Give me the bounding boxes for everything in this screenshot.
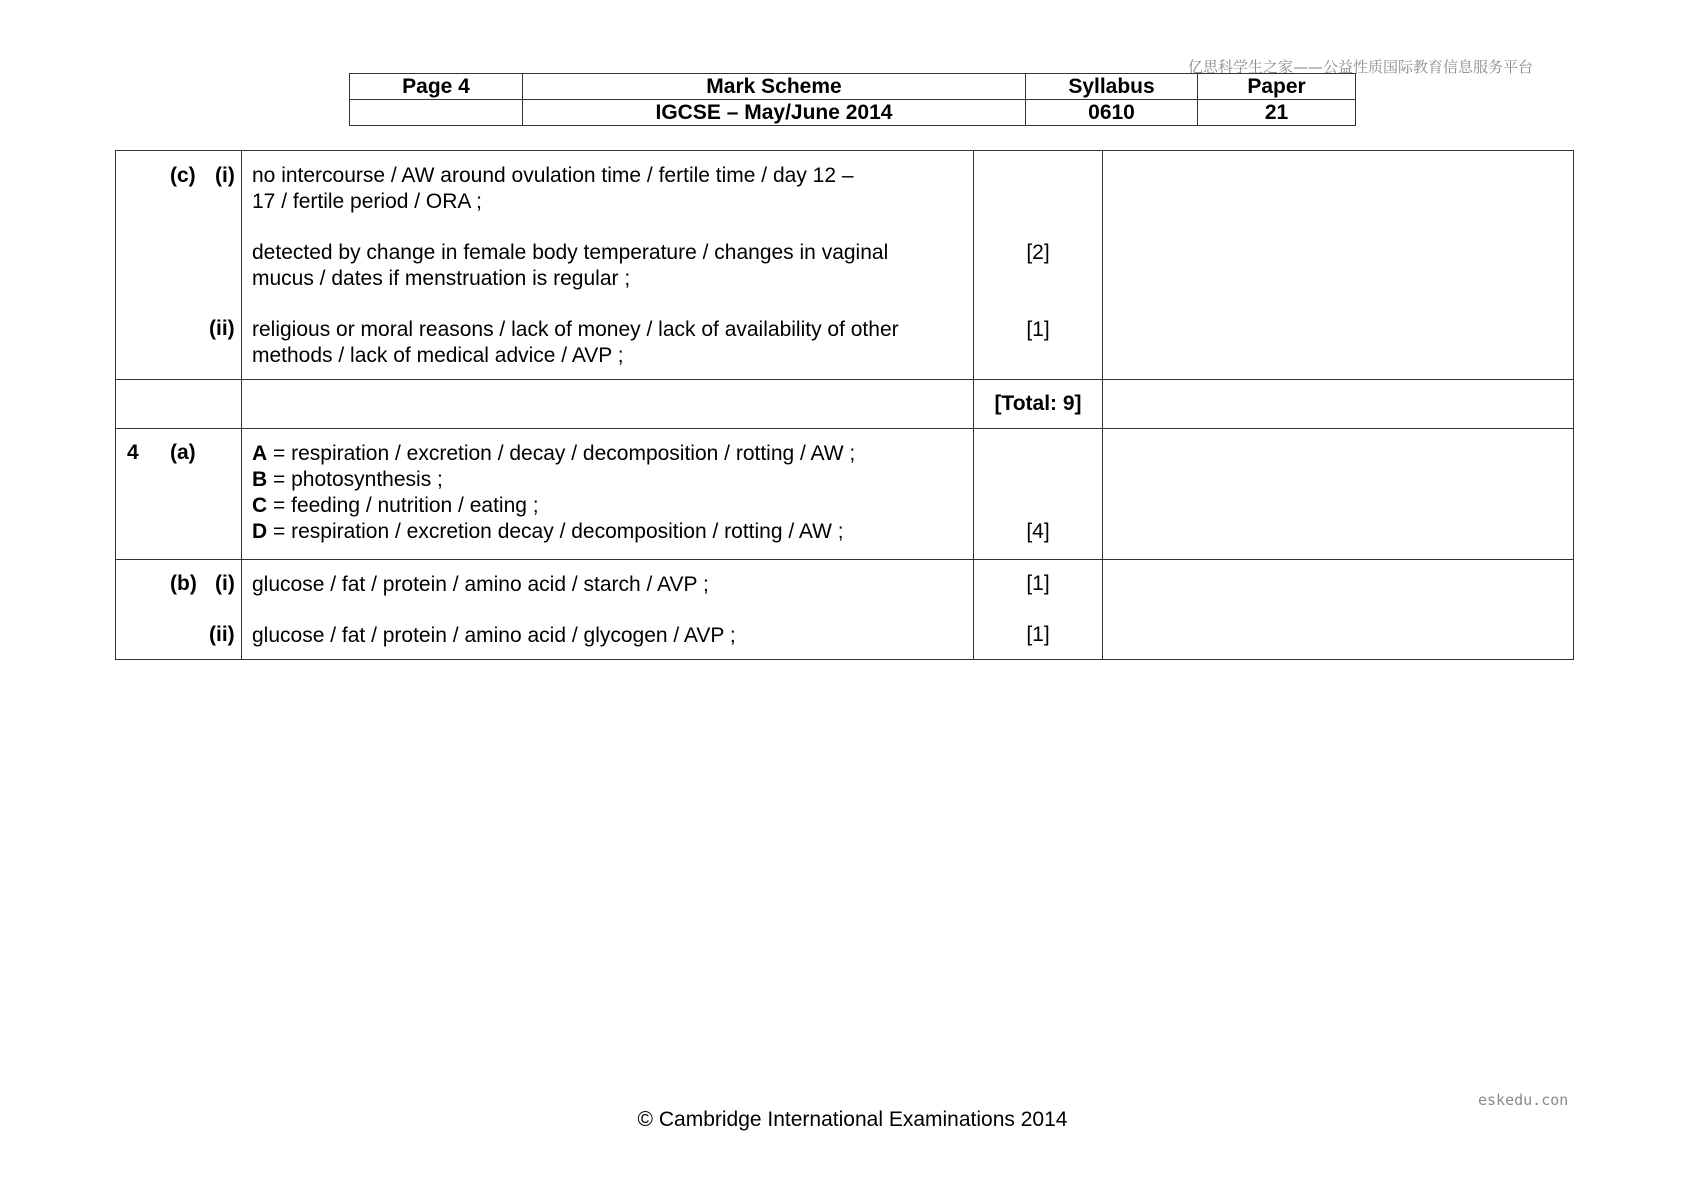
header-mark-scheme: Mark Scheme [523,74,1026,100]
answer-cell [242,151,974,380]
guidance-cell [1103,151,1574,380]
part-label: (a) [170,441,196,464]
answer-text: 17 / fertile period / ORA ; [252,190,482,213]
table-row [116,380,1574,429]
answer-text: mucus / dates if menstruation is regular ; [252,267,631,290]
header-table [349,73,1356,126]
subpart-label: (ii) [209,317,235,340]
header-page: Page 4 [350,74,523,100]
answer-text: detected by change in female body temperature / changes in vaginal [252,241,889,264]
subpart-label: (i) [215,164,235,187]
table-row [116,151,1574,380]
header-syllabus: Syllabus [1026,74,1198,100]
answer-cell [242,380,974,429]
answer-cell [242,429,974,560]
mark-value: [2] [1026,241,1050,264]
mark-value: [4] [1026,520,1050,543]
answer-key: B [252,468,268,491]
answer-text: glucose / fat / protein / amino acid / glycogen / AVP ; [252,624,736,647]
question-cell [116,380,242,429]
question-cell [116,429,242,560]
header-paper-number: 21 [1198,100,1356,126]
table-row [116,429,1574,560]
question-cell [116,151,242,380]
answer-text: glucose / fat / protein / amino acid / starch / AVP ; [252,573,709,596]
marks-cell [974,429,1103,560]
answer-text: = respiration / excretion decay / decomposition / rotting / AW ; [267,520,844,543]
watermark-top: 亿思科学生之家——公益性质国际教育信息服务平台 [1188,58,1534,76]
answer-key: C [252,494,268,517]
question-number: 4 [127,441,139,464]
total-mark: [Total: 9] [994,392,1082,415]
question-cell [116,560,242,660]
answer-line [252,519,963,545]
subpart-label: (i) [215,572,235,595]
answer-text: = feeding / nutrition / eating ; [267,494,539,517]
marks-cell [974,560,1103,660]
answer-line [252,467,963,493]
mark-value: [1] [1026,318,1050,341]
header-paper: Paper [1198,74,1356,100]
header-empty [350,100,523,126]
answer-text: methods / lack of medical advice / AVP ; [252,344,624,367]
mark-value: [1] [1026,623,1050,646]
watermark-bottom: eskedu.con [1478,1091,1569,1109]
table-row [116,560,1574,660]
marks-cell [974,151,1103,380]
answer-key: D [252,520,268,543]
guidance-cell [1103,560,1574,660]
answer-cell [242,560,974,660]
answer-key: A [252,442,268,465]
guidance-cell [1103,429,1574,560]
header-exam: IGCSE – May/June 2014 [523,100,1026,126]
answer-text: no intercourse / AW around ovulation time / fertile time / day 12 – [252,164,854,187]
answer-text: = photosynthesis ; [267,468,443,491]
answer-text: religious or moral reasons / lack of money / lack of availability of other [252,318,899,341]
part-label: (b) [170,572,197,595]
mark-scheme-table [115,150,1574,660]
subpart-label: (ii) [209,623,235,646]
answer-text: = respiration / excretion / decay / decomposition / rotting / AW ; [267,442,856,465]
answer-line [252,493,963,519]
footer-copyright: © Cambridge International Examinations 2014 [637,1108,1068,1131]
header-syllabus-code: 0610 [1026,100,1198,126]
guidance-cell [1103,380,1574,429]
marks-cell [974,380,1103,429]
mark-value: [1] [1026,572,1050,595]
part-label: (c) [170,164,196,187]
answer-line [252,441,963,467]
